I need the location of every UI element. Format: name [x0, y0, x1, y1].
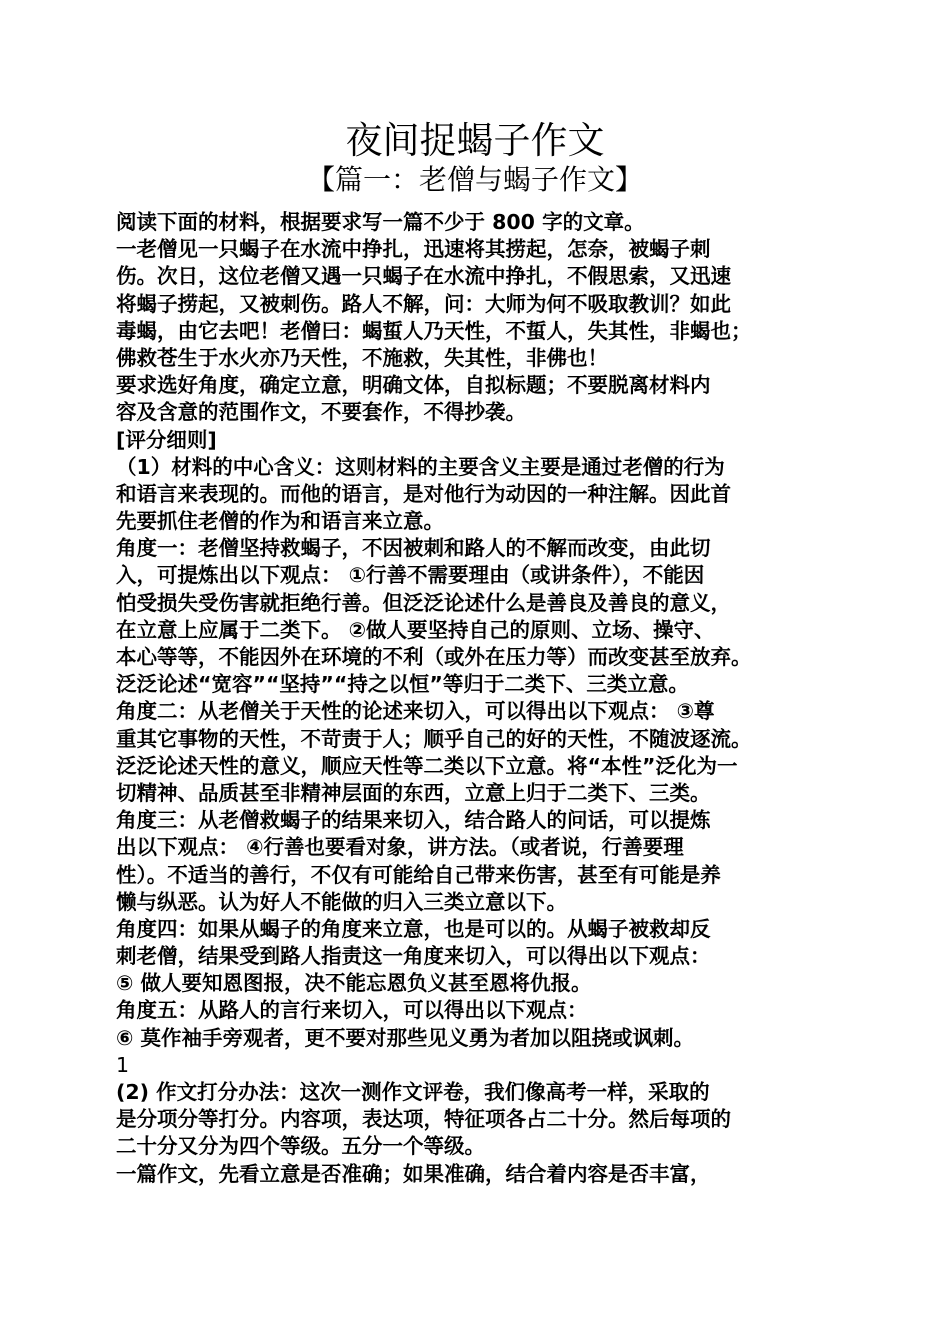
body-line: 角度一：老僧坚持救蝎子，不因被刺和路人的不解而改变，由此切 [116, 536, 711, 561]
body-line: 角度三：从老僧救蝎子的结果来切入，结合路人的问话，可以提炼 [116, 808, 711, 833]
body-line: 泛泛论述天性的意义，顺应天性等二类以下立意。将“本性”泛化为一 [116, 753, 738, 778]
document-title: 夜间捉蝎子作文 [345, 119, 605, 162]
body-line: 要求选好角度，确定立意，明确文体，自拟标题；不要脱离材料内 [116, 373, 711, 398]
body-line: 出以下观点： ④行善也要看对象，讲方法。（或者说，行善要理 [116, 835, 684, 860]
body-line: 1 [116, 1052, 130, 1077]
body-line: 伤。次日，这位老僧又遇一只蝎子在水流中挣扎，不假思索，又迅速 [116, 264, 731, 289]
body-line: 角度四：如果从蝎子的角度来立意，也是可以的。从蝎子被救却反 [116, 916, 711, 941]
body-line: 是分项分等打分。内容项，表达项，特征项各占二十分。然后每项的 [116, 1107, 731, 1132]
body-line: 重其它事物的天性，不苛责于人；顺乎自己的好的天性，不随波逐流。 [116, 726, 752, 751]
body-line: 一老僧见一只蝎子在水流中挣扎，迅速将其捞起，怎奈，被蝎子刺 [116, 237, 711, 262]
body-line: 在立意上应属于二类下。 ②做人要坚持自己的原则、立场、操守、 [116, 617, 715, 642]
body-line: 先要抓住老僧的作为和语言来立意。 [116, 509, 444, 534]
body-line: ⑤ 做人要知恩图报，决不能忘恩负义甚至恩将仇报。 [116, 971, 592, 996]
body-line: 懒与纵恶。认为好人不能做的归入三类立意以下。 [116, 889, 567, 914]
body-line: 二十分又分为四个等级。五分一个等级。 [116, 1134, 485, 1159]
body-line: 容及含意的范围作文，不要套作，不得抄袭。 [116, 400, 526, 425]
body-line: 本心等等，不能因外在环境的不利（或外在压力等）而改变甚至放弃。 [116, 645, 752, 669]
body-line: 怕受损失受伤害就拒绝行善。但泛泛论述什么是善良及善良的意义， [116, 590, 731, 615]
body-line: 毒蝎，由它去吧！老僧曰：蝎蜇人乃天性，不蜇人，失其性，非蝎也； [116, 318, 752, 343]
body-line: 切精神、品质甚至非精神层面的东西，立意上归于二类下、三类。 [116, 780, 711, 805]
document-body [116, 209, 856, 1188]
body-line: (2) 作文打分办法：这次一测作文评卷，我们像高考一样，采取的 [116, 1080, 710, 1104]
body-line: 角度五：从路人的言行来切入，可以得出以下观点： [116, 998, 588, 1023]
document-subtitle: 【篇一：老僧与蝎子作文】 [306, 163, 643, 196]
body-line: 一篇作文，先看立意是否准确；如果准确，结合着内容是否丰富， [116, 1161, 711, 1186]
body-line: 佛救苍生于水火亦乃天性，不施救，失其性，非佛也！ [116, 345, 608, 370]
body-line: ⑥ 莫作袖手旁观者，更不要对那些见义勇为者加以阻挠或讽刺。 [116, 1025, 694, 1050]
body-line: 将蝎子捞起，又被刺伤。路人不解，问：大师为何不吸取教训？如此 [116, 291, 731, 316]
body-line: 刺老僧，结果受到路人指责这一角度来切入，可以得出以下观点： [116, 944, 711, 969]
body-line: [评分细则] [116, 427, 217, 452]
body-line: 泛泛论述“宽容”“坚持”“持之以恒”等归于二类下、三类立意。 [116, 672, 689, 697]
body-line: （1）材料的中心含义：这则材料的主要含义主要是通过老僧的行为 [116, 454, 725, 479]
body-line: 性）。不适当的善行，不仅有可能给自己带来伤害，甚至有可能是养 [116, 862, 721, 887]
body-line: 和语言来表现的。而他的语言，是对他行为动因的一种注解。因此首 [116, 481, 731, 506]
body-line: 角度二：从老僧关于天性的论述来切入，可以得出以下观点： ③尊 [116, 699, 715, 724]
body-line: 入，可提炼出以下观点： ①行善不需要理由（或讲条件），不能因 [116, 563, 705, 588]
body-line: 阅读下面的材料，根据要求写一篇不少于 800 字的文章。 [116, 210, 645, 234]
